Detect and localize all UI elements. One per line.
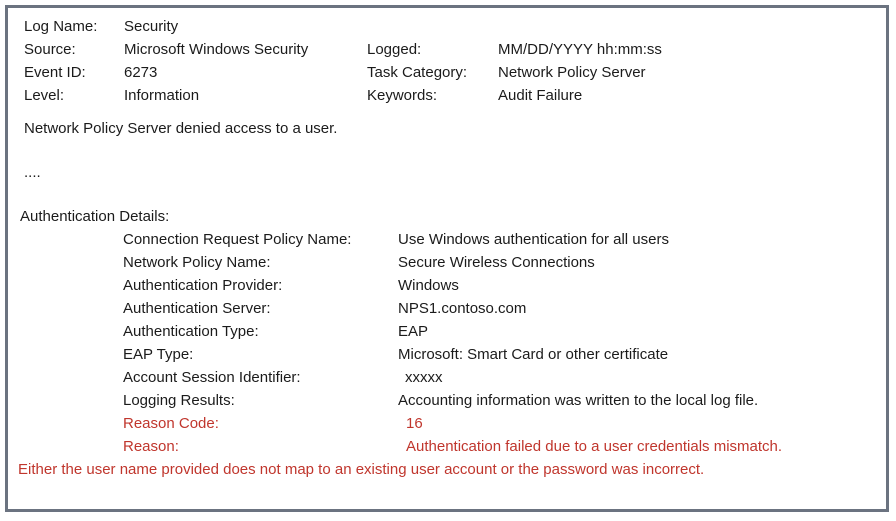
detail-value: Secure Wireless Connections (398, 254, 595, 271)
detail-value: Microsoft: Smart Card or other certificate (398, 346, 669, 363)
event-description: Network Policy Server denied access to a user. (24, 120, 338, 137)
field-label-source: Source: (24, 41, 76, 58)
detail-value: EAP (398, 323, 429, 340)
detail-row-account-session-id (123, 366, 880, 389)
field-label-log-name: Log Name: (24, 18, 98, 35)
field-value-task-category: Network Policy Server (498, 64, 646, 81)
detail-label: Authentication Type: (123, 323, 259, 340)
field-value-event-id: 6273 (124, 64, 158, 81)
field-value-source: Microsoft Windows Security (124, 41, 309, 58)
detail-value: Authentication failed due to a user credentials mismatch. (406, 438, 783, 455)
header-spacer (367, 15, 498, 38)
detail-label: Logging Results: (123, 392, 235, 409)
detail-value: Accounting information was written to the local log file. (398, 392, 759, 409)
detail-label: Network Policy Name: (123, 254, 271, 271)
field-label-keywords: Keywords: (367, 87, 438, 104)
field-value-keywords: Audit Failure (498, 87, 583, 104)
detail-value: NPS1.contoso.com (398, 300, 527, 317)
detail-label: Connection Request Policy Name: (123, 231, 352, 248)
field-value-level: Information (124, 87, 200, 104)
event-record-panel (5, 5, 889, 512)
detail-row-network-policy (123, 251, 880, 274)
detail-label: Authentication Server: (123, 300, 271, 317)
field-label-event-id: Event ID: (24, 64, 86, 81)
detail-row-reason (123, 435, 880, 458)
detail-value: xxxxx (405, 369, 443, 386)
detail-label: Authentication Provider: (123, 277, 283, 294)
detail-row-connection-request-policy (123, 228, 880, 251)
field-label-task-category: Task Category: (367, 64, 468, 81)
reason-footer-note: Either the user name provided does not map to an existing user account or the password was incorrect. (18, 461, 705, 478)
header-spacer (498, 15, 880, 38)
auth-details-heading: Authentication Details: (20, 208, 170, 225)
detail-row-auth-provider (123, 274, 880, 297)
detail-label: Reason Code: (123, 415, 219, 432)
detail-row-eap-type (123, 343, 880, 366)
detail-label: Reason: (123, 438, 179, 455)
detail-row-auth-server (123, 297, 880, 320)
auth-details-list (16, 228, 880, 458)
ellipsis-text: .... (24, 164, 41, 181)
field-label-level: Level: (24, 87, 65, 104)
detail-value: 16 (406, 415, 423, 432)
detail-value: Windows (398, 277, 459, 294)
detail-value: Use Windows authentication for all users (398, 231, 669, 248)
field-value-logged: MM/DD/YYYY hh:mm:ss (498, 41, 662, 58)
detail-row-logging-results (123, 389, 880, 412)
detail-row-reason-code (123, 412, 880, 435)
detail-label: EAP Type: (123, 346, 194, 363)
detail-label: Account Session Identifier: (123, 369, 301, 386)
detail-row-auth-type (123, 320, 880, 343)
event-header-fields (24, 15, 880, 107)
field-value-log-name: Security (124, 18, 179, 35)
field-label-logged: Logged: (367, 41, 422, 58)
